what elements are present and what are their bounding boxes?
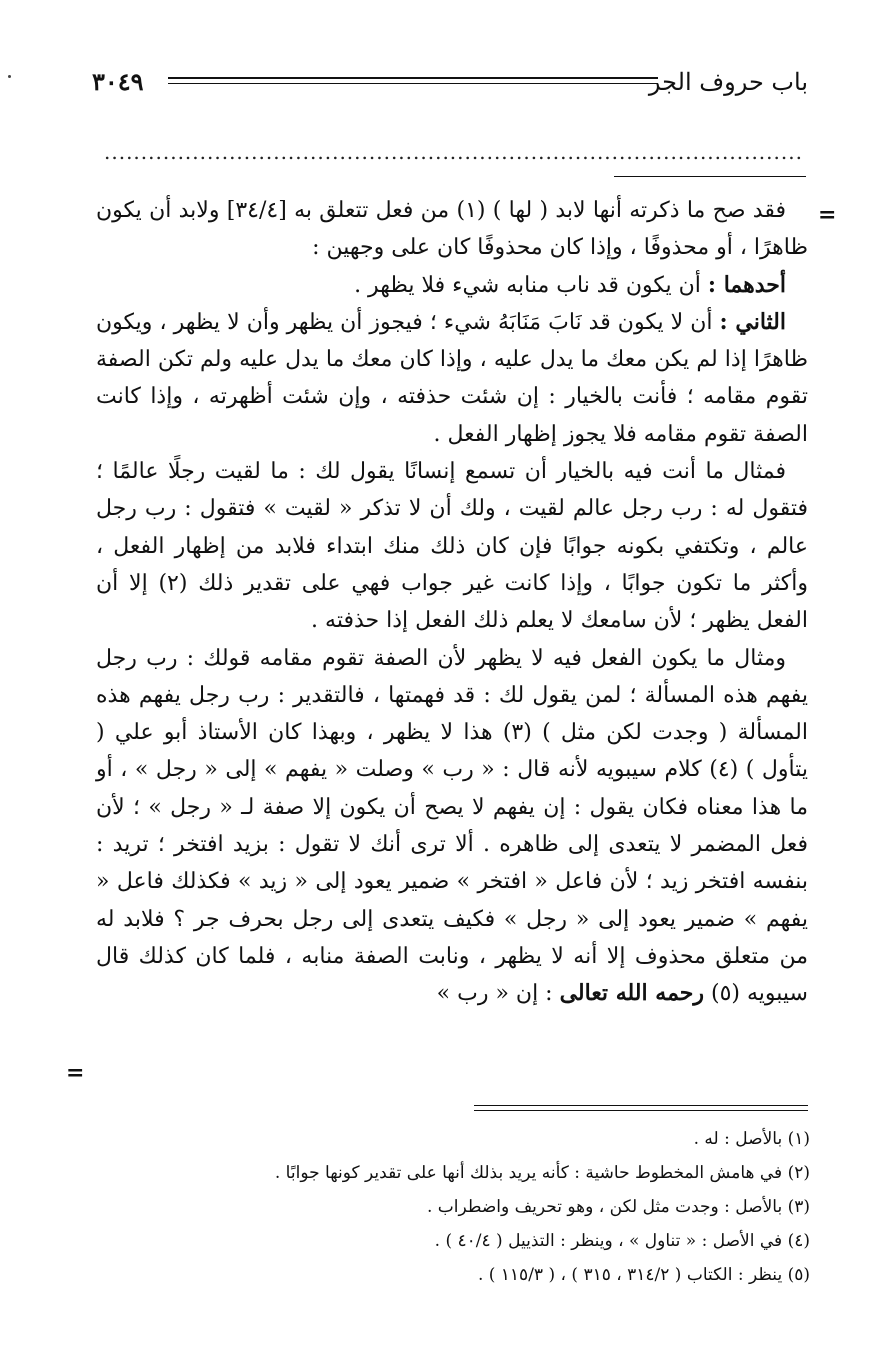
paragraph-1 — [96, 192, 808, 267]
footnote-2: (٢) في هامش المخطوط حاشية : كأنه يريد بذلك أنها على تقدير كونها جوابًا . — [274, 1163, 810, 1183]
paragraph-text-end: : إن « رب » — [436, 981, 560, 1007]
paragraph-text: أن لا يكون قد نَابَ مَنَابَهُ شيء ؛ فيجوز أن يظهر وأن لا يظهر ، ويكون ظاهرًا إذا لم يكن معك ما يدل عليه ، وإذا كان معك ما يدل عليه ولم تكن الصفة تقوم مقامه ؛ فأنت بالخيار : إن شئت حذفته ، وإن شئت أظهرته ، وإذا كانت الصفة تقوم مقامه فلا يجوز إظهار الفعل . — [96, 309, 808, 447]
margin-dot — [8, 75, 11, 78]
section-title: باب حروف الجر — [648, 68, 808, 96]
honorific: رحمه الله تعالى — [559, 980, 705, 1007]
paragraph-text: ومثال ما يكون الفعل فيه لا يظهر لأن الصفة تقوم مقامه قولك : رب رجل يفهم هذه المسألة ؛ لمن يقول لك : قد فهمتها ، فالتقدير : رب رجل يفهم هذه المسألة ( وجدت لكن مثل ) (٣) هذا لا يظهر ، وبهذا كان الأستاذ أبو علي ( يتأول ) (٤) كلام سيبويه لأنه قال : « رب » وصلت « يفهم » إلى « رجل » ، أو ما هذا معناه فكان يقول : إن يفهم لا يصح أن يكون إلا صفة لـ « رجل » ؛ لأن فعل المضمر لا يتعدى إلى ظاهره . ألا ترى أنك لا تقول : بزيد افتخر ؛ تريد : بنفسه افتخر زيد ؛ لأن فاعل « افتخر » ضمير يعود إلى « زيد » فكذلك فاعل « يفهم » ضمير يعود إلى « رجل » فكيف يتعدى إلى رجل بحرف جر ؟ فلابد له من متعلق محذوف إلا أنه لا يظهر ، ونابت الصفة منابه ، فلما كان كذلك قال سيبويه (٥) — [96, 645, 808, 1007]
paragraph-text: فقد صح ما ذكرته أنها لابد ( لها ) (١) من فعل تتعلق به [٣٤/٤] ولابد أن يكون ظاهرًا ، أو محذوفًا ، وإذا كان محذوفًا كان على وجهين : — [96, 198, 808, 261]
page-header — [92, 62, 808, 102]
paragraph-text: فمثال ما أنت فيه بالخيار أن تسمع إنسانًا يقول لك : ما لقيت رجلًا عالمًا ؛ فتقول له : رب رجل عالم لقيت ، ولك أن لا تذكر « لقيت » فتقول : رب رجل عالم ، وتكتفي بكونه جوابًا فإن كان ذلك منك ابتداء فلابد من إظهار الفعل ، وأكثر ما تكون جوابًا ، وإذا كانت غير جواب فهي على تقدير ذلك (٢) إلا أن الفعل يظهر ؛ لأن سامعك لا يعلم ذلك الفعل إذا حذفته . — [96, 459, 809, 634]
page-number: ٣٠٤٩ — [92, 67, 144, 96]
footnote-rule — [474, 1105, 808, 1111]
continuation-mark-end: = — [66, 1060, 85, 1086]
footnote-4: (٤) في الأصل : « تناول » ، وينظر : التذييل ( ٤٠/٤ ) . — [434, 1231, 810, 1251]
footnote-3: (٣) بالأصل : وجدت مثل لكن ، وهو تحريف واضطراب . — [426, 1197, 810, 1217]
header-rule — [168, 77, 658, 84]
main-text — [96, 192, 808, 1013]
dotted-separator: ............................................................................................... — [104, 142, 803, 162]
paragraph-lead: أحدهما : — [707, 271, 786, 298]
paragraph-5 — [96, 640, 808, 1013]
paragraph-2 — [96, 267, 808, 304]
paragraph-4 — [96, 453, 808, 639]
continuation-mark-start: = — [818, 202, 837, 228]
footnotes — [150, 1122, 810, 1292]
footnote-1: (١) بالأصل : له . — [693, 1129, 810, 1149]
paragraph-lead: الثاني : — [719, 308, 786, 335]
paragraph-3 — [96, 304, 808, 453]
footnote-5: (٥) ينظر : الكتاب ( ٣١٤/٢ ، ٣١٥ ) ، ( ١١٥/٣ ) . — [477, 1265, 810, 1285]
paragraph-text: أن يكون قد ناب منابه شيء فلا يظهر . — [354, 272, 708, 298]
short-rule — [614, 176, 806, 177]
